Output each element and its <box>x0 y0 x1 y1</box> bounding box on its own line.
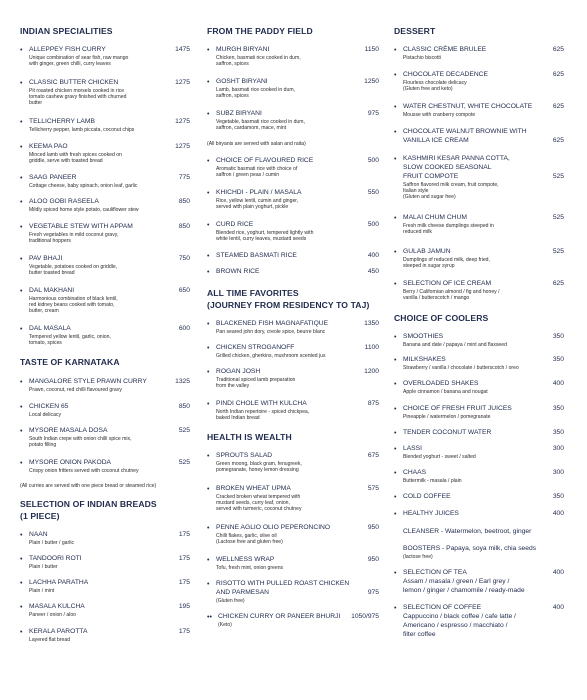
item-price: 650 <box>178 287 190 294</box>
item-price: 450 <box>367 268 379 275</box>
item-desc: Local delicacy <box>29 412 61 418</box>
item-price: 625 <box>552 137 564 144</box>
item-desc: Strawberry / vanilla / chocolate / butterscotch / oreo <box>403 365 519 371</box>
item-price: 350 <box>552 333 564 340</box>
item-price: 1100 <box>364 344 379 351</box>
curries-note: (All curries are served with one piece bread or steamed rice) <box>20 483 157 489</box>
item-name-line3: FRUIT COMPOTE <box>403 173 459 180</box>
bullet-icon: • <box>20 532 23 539</box>
bullet-icon: • <box>207 525 210 532</box>
item-name: SELECTION OF COFFEE <box>403 604 482 611</box>
item-desc: potato filling <box>29 442 57 448</box>
item-name: CHOCOLATE WALNUT BROWNIE WITH <box>403 128 527 135</box>
item-name: CHOCOLATE DECADENCE <box>403 71 488 78</box>
item-desc: Saffron flavored milk cream, fruit compote, <box>403 182 499 188</box>
column-2 <box>207 0 379 700</box>
item-options: Assam / masala / green / Earl grey / <box>403 578 510 585</box>
item-desc: Banana and date / papaya / mint and flaxseed <box>403 342 507 348</box>
item-price: 300 <box>552 469 564 476</box>
item-price: 500 <box>367 221 379 228</box>
item-desc: Crispy onion fritters served with coconut chutney <box>29 468 139 474</box>
item-name: MALAI CHUM CHUM <box>403 214 467 221</box>
item-name: SELECTION OF ICE CREAM <box>403 280 492 287</box>
item-desc: Paneer / onion / aloo <box>29 612 77 618</box>
bullet-icon: • <box>20 80 23 87</box>
section-title-dessert: DESSERT <box>394 26 436 36</box>
item-name: ALLEPPEY FISH CURRY <box>29 46 106 53</box>
item-options: lemon / ginger / chamomile / ready-made <box>403 587 525 594</box>
item-desc: Fresh vegetables in mild coconut gravy, <box>29 232 119 238</box>
column-3 <box>394 0 564 700</box>
bullet-icon: • <box>207 486 210 493</box>
item-desc: Pan seared john dory, creole spice, beurre blanc <box>216 329 326 335</box>
item-price: 1325 <box>175 378 190 385</box>
bullet-icon: • <box>394 72 397 79</box>
item-name: GULAB JAMUN <box>403 248 451 255</box>
item-price: 775 <box>178 174 190 181</box>
item-name: OVERLOADED SHAKES <box>403 380 479 387</box>
item-name: RISOTTO WITH PULLED ROAST CHICKEN <box>216 580 350 587</box>
item-desc: (Gluten free and keto) <box>403 86 453 92</box>
item-desc: Pistachio biscotti <box>403 55 441 61</box>
item-name: CLASSIC BUTTER CHICKEN <box>29 79 119 86</box>
section-title-favorites: ALL TIME FAVORITES <box>207 288 299 298</box>
item-name: PENNE AGLIO OLIO PEPERONCINO <box>216 524 331 531</box>
bullet-icon: • <box>207 321 210 328</box>
bullet-icon: • <box>20 326 23 333</box>
item-desc: saffron, cardamom, mace, mint <box>216 125 287 131</box>
item-desc: South Indian crepe with onion chilli spice mix, <box>29 436 132 442</box>
item-desc: Chilli flakes, garlic, olive oil <box>216 533 277 539</box>
item-desc: (Keto) <box>218 622 232 628</box>
item-price: 625 <box>552 46 564 53</box>
item-price: 175 <box>178 628 190 635</box>
item-options: filter coffee <box>403 631 436 638</box>
item-desc: Harmonious combination of black lentil, <box>29 296 118 302</box>
bullet-icon: • <box>20 556 23 563</box>
item-price: 750 <box>178 255 190 262</box>
item-name: KERALA PAROTTA <box>29 628 88 635</box>
item-name: MANGALORE STYLE PRAWN CURRY <box>29 378 147 385</box>
item-desc: butter <box>29 100 43 106</box>
item-price: 195 <box>178 603 190 610</box>
column-1 <box>20 0 190 700</box>
item-price: 625 <box>552 71 564 78</box>
item-price: 975 <box>367 110 379 117</box>
item-desc: served with turmeric, coconut chutney <box>216 506 302 512</box>
item-price: 600 <box>178 325 190 332</box>
bullet-icon: • <box>394 406 397 413</box>
item-price: 575 <box>367 485 379 492</box>
bullet-icon: • <box>207 345 210 352</box>
bullet-icon: • <box>20 256 23 263</box>
bullet-icon: • <box>394 430 397 437</box>
bullet-icon: • <box>20 175 23 182</box>
item-price: 1475 <box>175 46 190 53</box>
item-name: DAL MAKHANI <box>29 287 75 294</box>
item-price: 625 <box>552 103 564 110</box>
section-title-favorites-sub: (JOURNEY FROM RESIDENCY TO TAJ) <box>207 300 370 310</box>
item-name: SAAG PANEER <box>29 174 77 181</box>
item-desc: tomato, spices <box>29 340 62 346</box>
item-desc: saffron, spices <box>216 61 249 67</box>
item-desc: Tellicherry pepper, lamb piccata, coconut chips <box>29 127 135 133</box>
bullet-icon: • <box>394 470 397 477</box>
item-name: KASHMIRI KESAR PANNA COTTA, <box>403 155 510 162</box>
item-name-line2: VANILLA ICE CREAM <box>403 137 469 144</box>
item-desc: Prawn, coconut, red chilli flavoured gravy <box>29 387 122 393</box>
item-price: 175 <box>178 555 190 562</box>
item-desc: Blended rice, yoghurt, tempered lightly with <box>216 230 314 236</box>
bullet-icon: • <box>394 381 397 388</box>
item-price: 525 <box>552 248 564 255</box>
item-desc: baked Indian bread <box>216 415 260 421</box>
boosters-note: (lactose free) <box>403 554 433 560</box>
item-price: 1050/975 <box>351 613 379 620</box>
item-desc: Plain / butter <box>29 564 58 570</box>
item-price: 350 <box>552 493 564 500</box>
item-price: 550 <box>367 189 379 196</box>
item-name: CLASSIC CRÈME BRULEE <box>403 46 487 53</box>
item-name: BROWN RICE <box>216 268 260 275</box>
item-desc: traditional hoppers <box>29 238 71 244</box>
item-desc: Tofu, fresh mint, onion greens <box>216 565 284 571</box>
item-desc: Unique combination of sear fish, raw mango <box>29 55 129 61</box>
item-name: CHICKEN STROGANOFF <box>216 344 295 351</box>
item-name: WATER CHESTNUT, WHITE CHOCOLATE <box>403 103 533 110</box>
item-name: MASALA KULCHA <box>29 603 85 610</box>
item-desc: Lamb, basmati rice cooked in dum, <box>216 87 295 93</box>
item-desc: Pineapple / watermelon / pomegranate <box>403 414 491 420</box>
item-name: BROKEN WHEAT UPMA <box>216 485 291 492</box>
item-desc: Berry / Californian almond / fig and honey / <box>403 289 500 295</box>
item-desc: mustard seeds, curry leaf, onion, <box>216 500 290 506</box>
item-name: LASSI <box>403 445 422 452</box>
item-desc: Mildly spiced home style potato, cauliflower stew <box>29 207 139 213</box>
item-name: GOSHT BIRYANI <box>216 78 268 85</box>
item-name: PAV BHAJI <box>29 255 63 262</box>
item-name: CHOICE OF FRESH FRUIT JUICES <box>403 405 512 412</box>
item-desc: Pit roasted chicken morsels cooked in rice <box>29 88 125 94</box>
bullet-icon: • <box>20 288 23 295</box>
bullet-icon: • <box>207 401 210 408</box>
item-price: 625 <box>552 280 564 287</box>
bullet-icon: • <box>20 604 23 611</box>
item-name: TENDER COCONUT WATER <box>403 429 492 436</box>
item-name: DAL MASALA <box>29 325 71 332</box>
item-desc: Vegetable, basmati rice cooked in dum, <box>216 119 305 125</box>
item-desc: Minced lamb with fresh spices cooked on <box>29 152 122 158</box>
bullet-icon: • <box>394 334 397 341</box>
item-desc: white lentil, curry leaves, mustard seeds <box>216 236 307 242</box>
item-name: MYSORE MASALA DOSA <box>29 427 108 434</box>
biryani-note: (All biryanis are served with salan and raita) <box>207 141 306 147</box>
bullet-icon: • <box>207 79 210 86</box>
item-desc: pomegranate, honey lemon dressing <box>216 467 299 473</box>
item-name: STEAMED BASMATI RICE <box>216 252 297 259</box>
item-desc: with ginger, green chilli, curry leaves <box>29 61 111 67</box>
item-desc: Italian style <box>403 188 429 194</box>
item-desc: red kidney beans cooked with tomato, <box>29 302 115 308</box>
bullet-icon: • <box>394 215 397 222</box>
item-name: SUBZ BIRYANI <box>216 110 262 117</box>
item-price: 1150 <box>364 46 379 53</box>
item-price: 350 <box>552 356 564 363</box>
item-price: 1350 <box>364 320 379 327</box>
item-name: SPROUTS SALAD <box>216 452 273 459</box>
item-desc: Flourless chocolate delicacy <box>403 80 467 86</box>
item-price: 500 <box>367 157 379 164</box>
item-price: 400 <box>552 380 564 387</box>
item-desc: Green moong, black gram, fenugreek, <box>216 461 302 467</box>
item-price: 1275 <box>175 79 190 86</box>
item-desc: butter toasted bread <box>29 270 75 276</box>
item-name: ALOO GOBI RASEELA <box>29 198 99 205</box>
item-name: CHOICE OF FLAVOURED RICE <box>216 157 314 164</box>
item-desc: served with plain yoghurt, pickle <box>216 204 289 210</box>
bullet-icon: • <box>207 47 210 54</box>
bullet-icon: • <box>20 224 23 231</box>
item-price: 975 <box>367 589 379 596</box>
item-name: KHICHDI - PLAIN / MASALA <box>216 189 302 196</box>
item-price: 1275 <box>175 118 190 125</box>
bullet-icon: • <box>20 404 23 411</box>
bullet-icon: • <box>394 249 397 256</box>
section-title-karnataka: TASTE OF KARNATAKA <box>20 357 120 367</box>
item-desc: reduced milk <box>403 229 432 235</box>
item-price: 400 <box>552 510 564 517</box>
item-name-line2: AND PARMESAN <box>216 589 270 596</box>
item-desc: Traditional spiced lamb preparation <box>216 377 296 383</box>
item-name: CURD RICE <box>216 221 254 228</box>
item-name: MYSORE ONION PAKODA <box>29 459 111 466</box>
item-desc: Tempered yellow lentil, garlic, onion, <box>29 334 111 340</box>
item-options: Cappuccino / black coffee / cafe latte / <box>403 613 516 620</box>
bullet-icon: • <box>394 511 397 518</box>
item-price: 850 <box>178 223 190 230</box>
item-price: 525 <box>552 173 564 180</box>
item-name: MILKSHAKES <box>403 356 446 363</box>
bullet-icon: • <box>20 144 23 151</box>
item-desc: saffron / green peas / cumin <box>216 172 280 178</box>
item-desc: Plain / mint <box>29 588 55 594</box>
item-name: NAAN <box>29 531 48 538</box>
section-title-health: HEALTH IS WEALTH <box>207 432 292 442</box>
section-title-breads: SELECTION OF INDIAN BREADS <box>20 499 157 509</box>
bullet-icon: • <box>20 119 23 126</box>
item-price: 525 <box>552 214 564 221</box>
item-name-line2: SLOW COOKED SEASONAL <box>403 164 492 171</box>
bullet-icon: • <box>207 581 210 588</box>
item-desc: North Indian repertoire - spiced chickpea, <box>216 409 310 415</box>
item-desc: Layered flat bread <box>29 637 71 643</box>
item-name: LACHHA PARATHA <box>29 579 89 586</box>
bullet-icon: • <box>207 269 210 276</box>
item-desc: (Gluten free) <box>216 598 245 604</box>
section-title-paddy: FROM THE PADDY FIELD <box>207 26 313 36</box>
bullet-icon: • <box>20 580 23 587</box>
item-name: CHICKEN CURRY OR PANEER BHURJI <box>218 613 341 620</box>
item-name: CHICKEN 65 <box>29 403 69 410</box>
item-desc: vanilla / butterscotch / mango <box>403 295 470 301</box>
section-title-breads-sub: (1 PIECE) <box>20 511 60 521</box>
item-desc: Aromatic basmati rice with choice of <box>216 166 298 172</box>
item-desc: Apple cinnamon / banana and nougat <box>403 389 488 395</box>
item-price: 675 <box>367 452 379 459</box>
item-desc: Rice, yellow lentil, cumin and ginger, <box>216 198 299 204</box>
bullet-icon: • <box>207 253 210 260</box>
bullet-icon: • <box>394 357 397 364</box>
item-price: 400 <box>367 252 379 259</box>
bullet-icon: • <box>207 557 210 564</box>
bullet-icon: • <box>394 570 397 577</box>
item-price: 300 <box>552 445 564 452</box>
item-name: TELLICHERRY LAMB <box>29 118 95 125</box>
item-price: 950 <box>367 524 379 531</box>
bullet-icon: • <box>394 281 397 288</box>
bullet-icon: • <box>394 156 397 163</box>
item-desc: griddle, serve with toasted bread <box>29 158 103 164</box>
item-name: BLACKENED FISH MAGNAFATIQUE <box>216 320 329 327</box>
bullet-icon: • <box>394 605 397 612</box>
boosters-line: BOOSTERS - Papaya, soya milk, chia seeds <box>403 545 537 552</box>
item-price: 350 <box>552 405 564 412</box>
item-name: WELLNESS WRAP <box>216 556 275 563</box>
item-name: HEALTHY JUICES <box>403 510 459 517</box>
item-desc: Buttermilk - masala / plain <box>403 478 462 484</box>
item-name: SMOOTHIES <box>403 333 444 340</box>
bullet-icon: • <box>394 47 397 54</box>
item-desc: butter, cream <box>29 308 59 314</box>
bullet-icon: • <box>394 104 397 111</box>
item-price: 400 <box>552 569 564 576</box>
bullet-icon: • <box>394 494 397 501</box>
item-price: 1275 <box>175 143 190 150</box>
item-name: MURGH BIRYANI <box>216 46 270 53</box>
item-options: Americano / espresso / macchiato / <box>403 622 508 629</box>
bullet-icon: • <box>20 428 23 435</box>
bullet-icon: • <box>207 222 210 229</box>
item-desc: Mousse with cranberry compote <box>403 112 476 118</box>
item-desc: Fresh milk cheese dumplings steeped in <box>403 223 494 229</box>
bullet-icon: • <box>394 446 397 453</box>
item-desc: from the valley <box>216 383 250 389</box>
item-desc: (Lactose free and gluten free) <box>216 539 283 545</box>
section-title-indian-specialities: INDIAN SPECIALITIES <box>20 26 113 36</box>
item-desc: Dumplings of reduced milk, deep fried, <box>403 257 490 263</box>
item-name: KEEMA PAO <box>29 143 68 150</box>
bullet-icon: • <box>20 199 23 206</box>
bullet-icon: • <box>207 369 210 376</box>
item-price: 350 <box>552 429 564 436</box>
item-name: PINDI CHOLE WITH KULCHA <box>216 400 307 407</box>
item-name: ROGAN JOSH <box>216 368 261 375</box>
item-price: 1250 <box>364 78 379 85</box>
item-price: 850 <box>178 403 190 410</box>
bullet-icon: • <box>20 629 23 636</box>
item-price: 850 <box>178 198 190 205</box>
item-desc: (Gluten and sugar free) <box>403 194 456 200</box>
bullet-icon: • <box>207 158 210 165</box>
item-price: 525 <box>178 427 190 434</box>
item-desc: saffron, spices <box>216 93 249 99</box>
cleanser-line: CLEANSER - Watermelon, beetroot, ginger <box>403 528 532 535</box>
item-name: VEGETABLE STEW WITH APPAM <box>29 223 133 230</box>
item-desc: steeped in sugar syrup <box>403 263 455 269</box>
item-price: 175 <box>178 531 190 538</box>
item-desc: Blended yoghurt - sweet / salted <box>403 454 476 460</box>
item-price: 175 <box>178 579 190 586</box>
item-price: 950 <box>367 556 379 563</box>
item-desc: Cottage cheese, baby spinach, onion leaf, garlic <box>29 183 138 189</box>
item-name: COLD COFFEE <box>403 493 451 500</box>
item-desc: Vegetable, potatoes cooked on griddle, <box>29 264 118 270</box>
item-desc: Grilled chicken, gherkins, mushroom scented jus <box>216 353 326 359</box>
bullet-icon: • <box>207 453 210 460</box>
item-name: SELECTION OF TEA <box>403 569 467 576</box>
item-desc: Plain / butter / garlic <box>29 540 75 546</box>
bullet-icon: • <box>394 129 397 136</box>
bullet-icon: • <box>207 111 210 118</box>
item-desc: Chicken, basmati rice cooked in dum, <box>216 55 301 61</box>
bullet-icon: • <box>20 460 23 467</box>
item-name: TANDOORI ROTI <box>29 555 82 562</box>
item-desc: Cracked broken wheat tempered with <box>216 494 301 500</box>
item-desc: tomato cashew gravy finished with churned <box>29 94 127 100</box>
section-title-coolers: CHOICE OF COOLERS <box>394 313 489 323</box>
item-price: 400 <box>552 604 564 611</box>
bullet-icon: •• <box>207 614 212 621</box>
bullet-icon: • <box>20 379 23 386</box>
item-price: 1200 <box>364 368 379 375</box>
item-price: 875 <box>367 400 379 407</box>
bullet-icon: • <box>207 190 210 197</box>
item-price: 525 <box>178 459 190 466</box>
item-name: CHAAS <box>403 469 427 476</box>
bullet-icon: • <box>20 47 23 54</box>
